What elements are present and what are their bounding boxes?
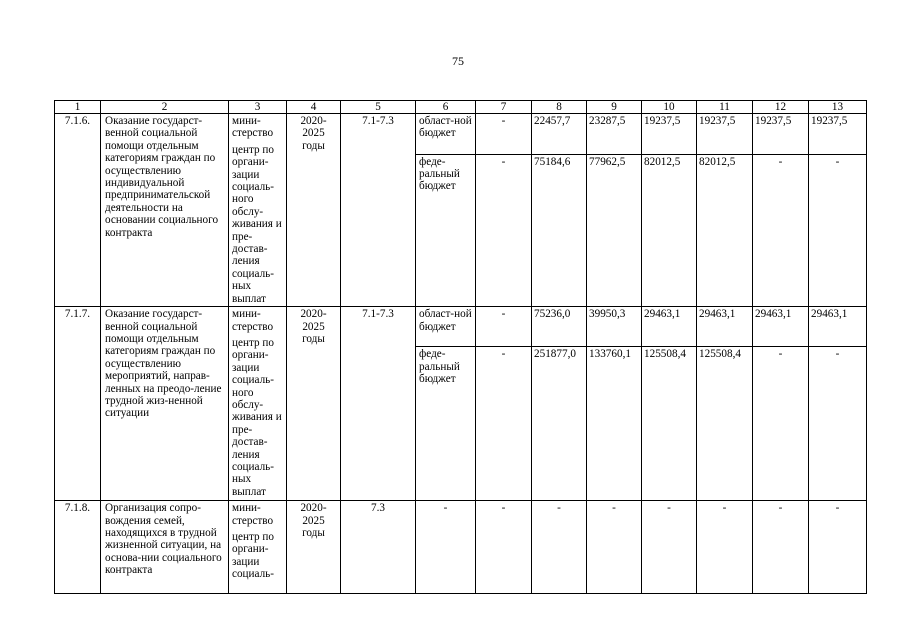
item-years: 2020-2025 годы [287,501,341,594]
column-number: 6 [416,101,476,114]
cell-value: 125508,4 [642,347,697,501]
table-row [55,307,867,347]
column-number: 1 [55,101,101,114]
cell-value: 19237,5 [697,114,753,155]
cell-value: 22457,7 [532,114,587,155]
item-indicators: 7.1-7.3 [341,114,416,307]
table-row [55,114,867,155]
column-number: 4 [287,101,341,114]
cell-value: - [642,501,697,594]
cell-value: - [697,501,753,594]
cell-value: - [809,501,867,594]
cell-value: - [476,154,532,306]
cell-value: 29463,1 [809,307,867,347]
funding-source: феде-ральный бюджет [416,347,476,501]
column-number: 7 [476,101,532,114]
item-name: Оказание государст-венной социальной помощи отдельным категориям граждан по осуществлению индивидуальной предпринимательской деятельности на основании социального контракта [101,114,229,307]
executor-ministry: мини-стерство [232,502,274,527]
cell-value: 29463,1 [753,307,809,347]
budget-table [54,100,867,594]
cell-value: - [753,501,809,594]
table-row [55,501,867,594]
executor-ministry: мини-стерство [232,308,274,333]
cell-value: 39950,3 [587,307,642,347]
column-number: 3 [229,101,287,114]
cell-value: - [809,154,867,306]
executor-center: центр по органи-зации социаль- [232,530,275,581]
item-name: Оказание государст-венной социальной помощи отдельным категориям граждан по осуществлению мероприятий, направ-ленных на преодо-ление трудной жиз-ненной ситуации [101,307,229,501]
cell-value: 29463,1 [697,307,753,347]
column-number: 9 [587,101,642,114]
cell-value: - [476,501,532,594]
cell-value: 19237,5 [753,114,809,155]
funding-source: - [416,501,476,594]
cell-value: - [532,501,587,594]
column-number: 13 [809,101,867,114]
item-executors [229,501,287,594]
funding-source: област-ной бюджет [416,307,476,347]
table-header-row [55,101,867,114]
cell-value: 125508,4 [697,347,753,501]
item-number: 7.1.7. [55,307,101,501]
column-number: 10 [642,101,697,114]
column-number: 8 [532,101,587,114]
cell-value: 82012,5 [642,154,697,306]
item-number: 7.1.8. [55,501,101,594]
column-number: 11 [697,101,753,114]
cell-value: 23287,5 [587,114,642,155]
cell-value: - [476,347,532,501]
cell-value: 82012,5 [697,154,753,306]
cell-value: - [587,501,642,594]
cell-value: - [476,307,532,347]
column-number: 12 [753,101,809,114]
executor-ministry: мини-стерство [232,115,274,140]
item-years: 2020-2025 годы [287,307,341,501]
funding-source: област-ной бюджет [416,114,476,155]
cell-value: 77962,5 [587,154,642,306]
column-number: 5 [341,101,416,114]
item-number: 7.1.6. [55,114,101,307]
cell-value: - [809,347,867,501]
cell-value: 75184,6 [532,154,587,306]
cell-value: - [753,347,809,501]
item-name: Организация сопро-вождения семей, находящихся в трудной жизненной ситуации, на основа-нии социального контракта [101,501,229,594]
funding-source: феде-ральный бюджет [416,154,476,306]
item-indicators: 7.3 [341,501,416,594]
cell-value: 29463,1 [642,307,697,347]
cell-value: 19237,5 [809,114,867,155]
page-number: 75 [452,54,464,68]
column-number: 2 [101,101,229,114]
item-executors [229,114,287,307]
cell-value: 19237,5 [642,114,697,155]
cell-value: 133760,1 [587,347,642,501]
executor-center: центр по органи-зации социаль-ного обслу-живания и пре-достав-ления социаль-ных выплат [232,336,282,498]
item-years: 2020-2025 годы [287,114,341,307]
item-indicators: 7.1-7.3 [341,307,416,501]
cell-value: - [753,154,809,306]
cell-value: 75236,0 [532,307,587,347]
item-executors [229,307,287,501]
cell-value: - [476,114,532,155]
cell-value: 251877,0 [532,347,587,501]
executor-center: центр по органи-зации социаль-ного обслу-живания и пре-достав-ления социаль-ных выплат [232,143,282,305]
